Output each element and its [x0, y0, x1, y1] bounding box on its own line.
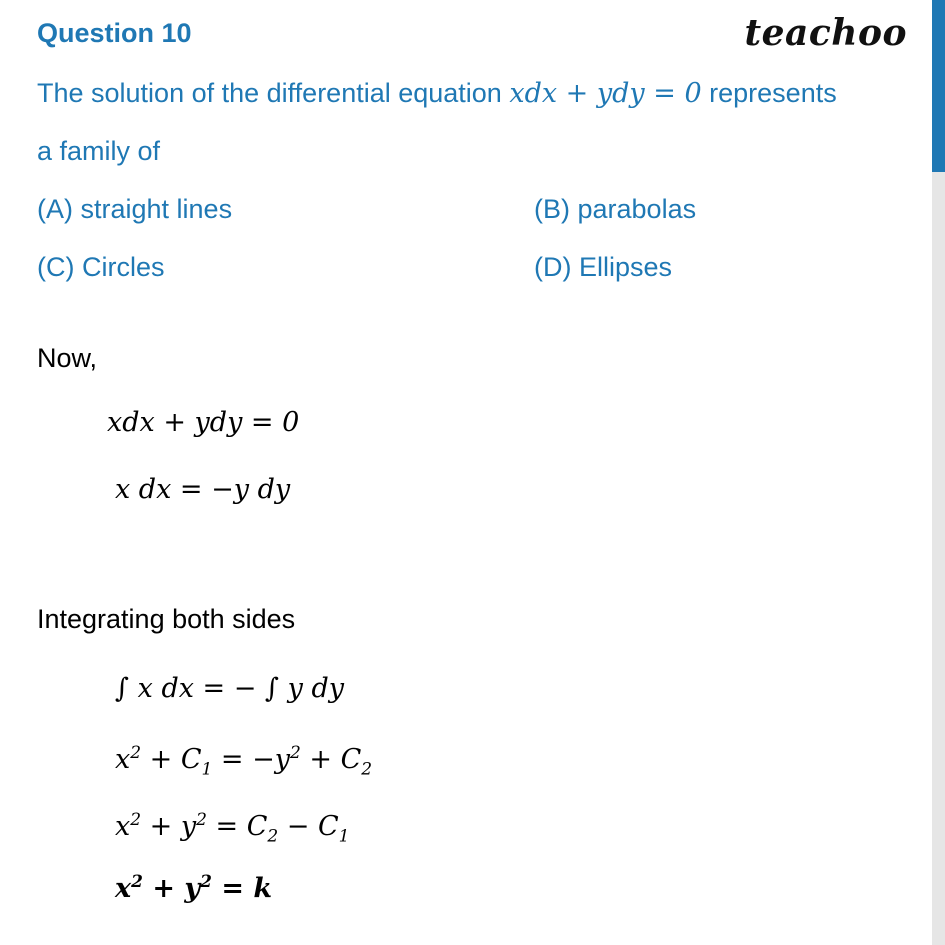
equation-2: x dx = −y dy [115, 474, 291, 505]
option-c: (C) Circles [37, 252, 165, 282]
teachoo-logo: teachoo [744, 12, 907, 54]
question-line-2: a family of [37, 136, 161, 166]
question-suffix: represents [701, 78, 837, 108]
equation-5: $x^2 + y^2 = C_2 - C_1$ [115, 810, 350, 847]
option-a: (A) straight lines [37, 194, 233, 224]
equation-1: xdx + ydy = 0 [107, 407, 300, 438]
solution-intro: Now, [37, 343, 98, 373]
option-b: (B) parabolas [534, 194, 697, 224]
question-equation: xdx + ydy = 0 [509, 78, 702, 109]
option-d: (D) Ellipses [534, 252, 673, 282]
equation-6-result: $x^2 + y^2 = k$ [115, 872, 273, 904]
question-line-1 [37, 78, 837, 109]
integrating-label: Integrating both sides [37, 604, 296, 634]
scrollbar-track[interactable] [932, 0, 945, 945]
question-prefix: The solution of the differential equation [37, 78, 510, 108]
question-title: Question 10 [37, 18, 192, 48]
scrollbar-thumb[interactable] [932, 0, 945, 172]
equation-4: $x^2 + C_1 = -y^2 + C_2$ [115, 743, 373, 780]
equation-3: ∫ x dx = − ∫ y dy [115, 673, 344, 704]
